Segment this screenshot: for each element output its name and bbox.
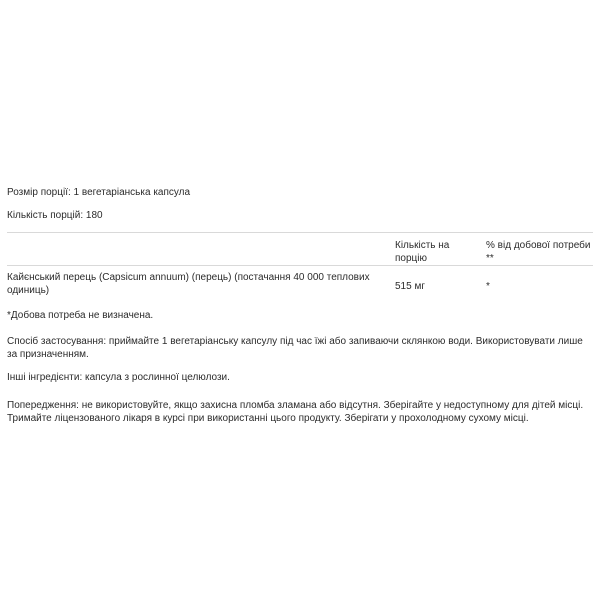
daily-value-footnote: *Добова потреба не визначена. (7, 310, 154, 321)
ingredient-name: Кайєнський перець (Capsicum annuum) (перець) (постачання 40 000 теплових одиниць) (7, 272, 370, 296)
usage-instructions: Спосіб застосування: приймайте 1 вегетаріанську капсулу під час їжі або запиваючи склянкою води. Використовувати лише за призначенням. (7, 336, 583, 360)
column-header-daily-value (486, 239, 593, 265)
table-header-divider (7, 265, 593, 266)
column-header-amount: Кількість на порцію (395, 240, 450, 264)
column-header-daily-value-mark: ** (486, 253, 494, 264)
warning-text: Попередження: не використовуйте, якщо захисна пломба зламана або відсутня. Зберігайте у недоступному для дітей місці. Тримайте ліцензованого лікаря в курсі при використанні цього продукту. Зберігати у прохолодному сухому місці. (7, 400, 584, 424)
ingredient-daily-value: * (486, 281, 490, 292)
table-top-divider (7, 232, 593, 233)
column-header-daily-value-text: % від добової потреби (486, 240, 591, 251)
serving-size: Розмір порції: 1 вегетаріанська капсула (7, 187, 191, 198)
supplement-facts-panel (7, 186, 593, 425)
table-row (7, 271, 593, 301)
other-ingredients: Інші інгредієнти: капсула з рослинної целюлози. (7, 372, 230, 383)
table-header (7, 239, 593, 265)
servings-per-container: Кількість порцій: 180 (7, 210, 103, 221)
ingredient-amount: 515 мг (395, 281, 425, 292)
